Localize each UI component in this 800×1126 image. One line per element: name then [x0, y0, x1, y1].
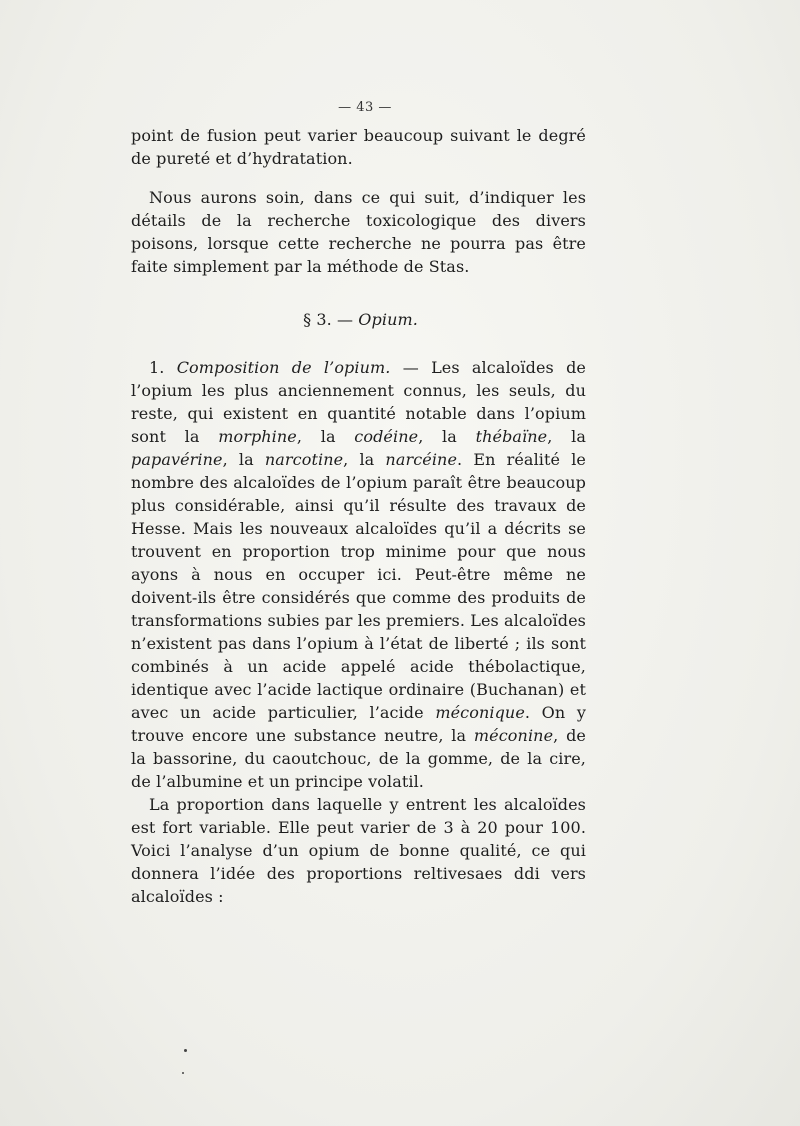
page-number: — 43 —: [338, 100, 392, 115]
body-text: [131, 124, 586, 908]
text-segment-d: , de la bassorine, du caoutchouc, de la gomme, de la cire, de l’albumine et un principe volatil.: [131, 726, 586, 791]
term-meconine: méconine: [473, 726, 554, 745]
paragraph-opium-composition: [131, 356, 586, 793]
text-segment-c: . On y trouve encore une substance neutre, la: [131, 703, 586, 745]
paragraph-fusion-point: point de fusion peut varier beaucoup suivant le degré de pureté et d’hydratation.: [131, 126, 586, 168]
paragraph-toxicological-details: Nous aurons soin, dans ce qui suit, d’indiquer les détails de la recherche toxicologique des divers poisons, lorsque cette recherche ne pourra pas être faite simplement par la méthode de Stas.: [131, 188, 586, 276]
separator: , la: [222, 450, 265, 469]
separator: , la: [418, 427, 476, 446]
term-narceine: narcéine: [385, 450, 458, 469]
section-number: § 3. —: [303, 310, 354, 329]
separator: , la: [296, 427, 355, 446]
term-papaverine: papavérine: [131, 450, 223, 469]
separator: , la: [547, 427, 586, 446]
paragraph-number: 1.: [149, 358, 165, 377]
term-morphine: morphine: [218, 427, 297, 446]
separator: , la: [343, 450, 386, 469]
text-segment-a: Les alcaloïdes de l’opium les plus anciennement connus, les seuls, du reste, qui existent en quantité notable dans l’opium sont la: [131, 358, 586, 446]
term-meconique: méconique: [435, 703, 525, 722]
section-heading: [131, 308, 586, 331]
text-segment-b: . En réalité le nombre des alcaloïdes de l’opium paraît être beaucoup plus considérable, ainsi qu’il résulte des travaux de Hesse. Mais les nouveaux alcaloïdes qu’il a décrits se trouvent en proportion trop minime pour que nous ayons à nous en occuper ici. Peut-être même ne doivent-ils être considérés que comme des produits de transformations subies par les premiers. Les alcaloïdes n’existent pas dans l’opium à l’état de liberté ; ils sont combinés à un acide appelé acide thébolactique, identique avec l’acide lactique ordinaire (Buchanan) et avec un acide particulier, l’acide: [131, 450, 586, 722]
term-thebaine: thébaïne: [475, 427, 548, 446]
paragraph-title: Composition de l’opium.: [176, 358, 391, 377]
term-narcotine: narcotine: [264, 450, 344, 469]
title-dash: —: [390, 358, 432, 377]
paragraph-alkaloid-proportion: La proportion dans laquelle y entrent les alcaloïdes est fort variable. Elle peut varier de 3 à 20 pour 100. Voici l’analyse d’un opium de bonne qualité, ce qui donnera l’idée des proportions reltivesaes ddi vers alcaloïdes :: [131, 795, 586, 906]
section-title: Opium.: [358, 310, 418, 329]
ink-speck: [184, 1049, 187, 1052]
term-codeine: codéine: [354, 427, 419, 446]
ink-speck: [182, 1072, 184, 1074]
